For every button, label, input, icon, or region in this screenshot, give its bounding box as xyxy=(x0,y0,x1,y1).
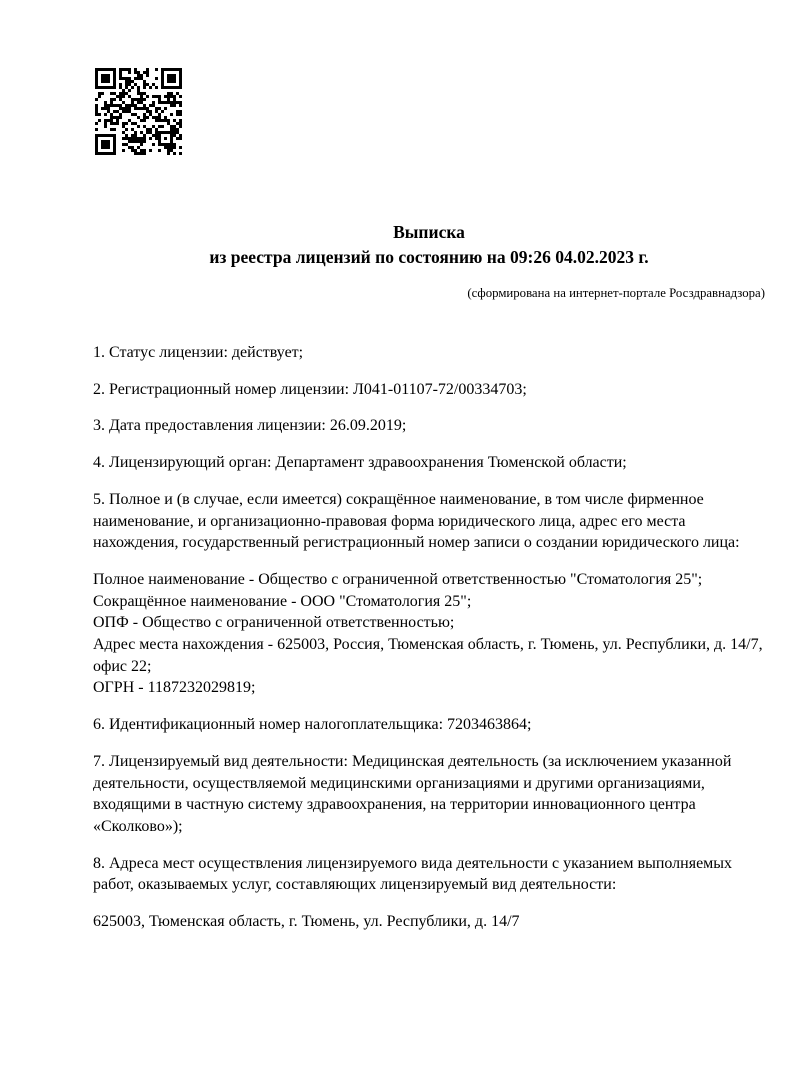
title-line1: Выписка xyxy=(393,222,465,242)
document-subtitle: (сформирована на интернет-портале Росздравнадзора) xyxy=(467,286,765,300)
title-line2: из реестра лицензий по состоянию на 09:26 04.02.2023 г. xyxy=(209,247,649,267)
qr-code-icon xyxy=(95,68,182,155)
document-title xyxy=(93,220,765,270)
paragraph-addresses-intro: 8. Адреса мест осуществления лицензируемого вида деятельности с указанием выполняемых работ, оказываемых услуг, составляющих лицензируемый вид деятельности: xyxy=(93,854,733,894)
paragraph-licensing-authority: 4. Лицензирующий орган: Департамент здравоохранения Тюменской области; xyxy=(93,454,627,472)
org-legal-form: ОПФ - Общество с ограниченной ответственностью; xyxy=(93,614,455,632)
org-ogrn: ОГРН - 1187232029819; xyxy=(93,679,256,697)
document-content xyxy=(93,220,765,948)
paragraph-inn: 6. Идентификационный номер налогоплательщика: 7203463864; xyxy=(93,716,532,734)
org-address: Адрес места нахождения - 625003, Россия, Тюменская область, г. Тюмень, ул. Республики, д. 14/7, офис 22; xyxy=(93,636,763,675)
org-short-name: Сокращённое наименование - ООО "Стоматология 25"; xyxy=(93,592,472,610)
paragraph-registration-number: 2. Регистрационный номер лицензии: Л041-01107-72/00334703; xyxy=(93,380,527,398)
org-full-name: Полное наименование - Общество с ограниченной ответственностью "Стоматология 25"; xyxy=(93,570,703,588)
paragraph-activity-address: 625003, Тюменская область, г. Тюмень, ул. Республики, д. 14/7 xyxy=(93,913,520,931)
paragraph-license-status: 1. Статус лицензии: действует; xyxy=(93,344,304,361)
paragraph-org-info-intro: 5. Полное и (в случае, если имеется) сокращённое наименование, в том числе фирменное наименование, и организационно-правовая форма юридического лица, адрес его места нахождения, государственный регистрационный номер записи о создании юридического лица: xyxy=(93,490,740,552)
paragraph-grant-date: 3. Дата предоставления лицензии: 26.09.2019; xyxy=(93,417,407,435)
paragraph-activity-type: 7. Лицензируемый вид деятельности: Медицинская деятельность (за исключением указанной деятельности, осуществляемой медицинскими организациями и другими организациями, входящими в частную систему здравоохранения, на территории инновационного центра «Сколково»); xyxy=(93,752,732,835)
org-details-block xyxy=(93,569,765,699)
